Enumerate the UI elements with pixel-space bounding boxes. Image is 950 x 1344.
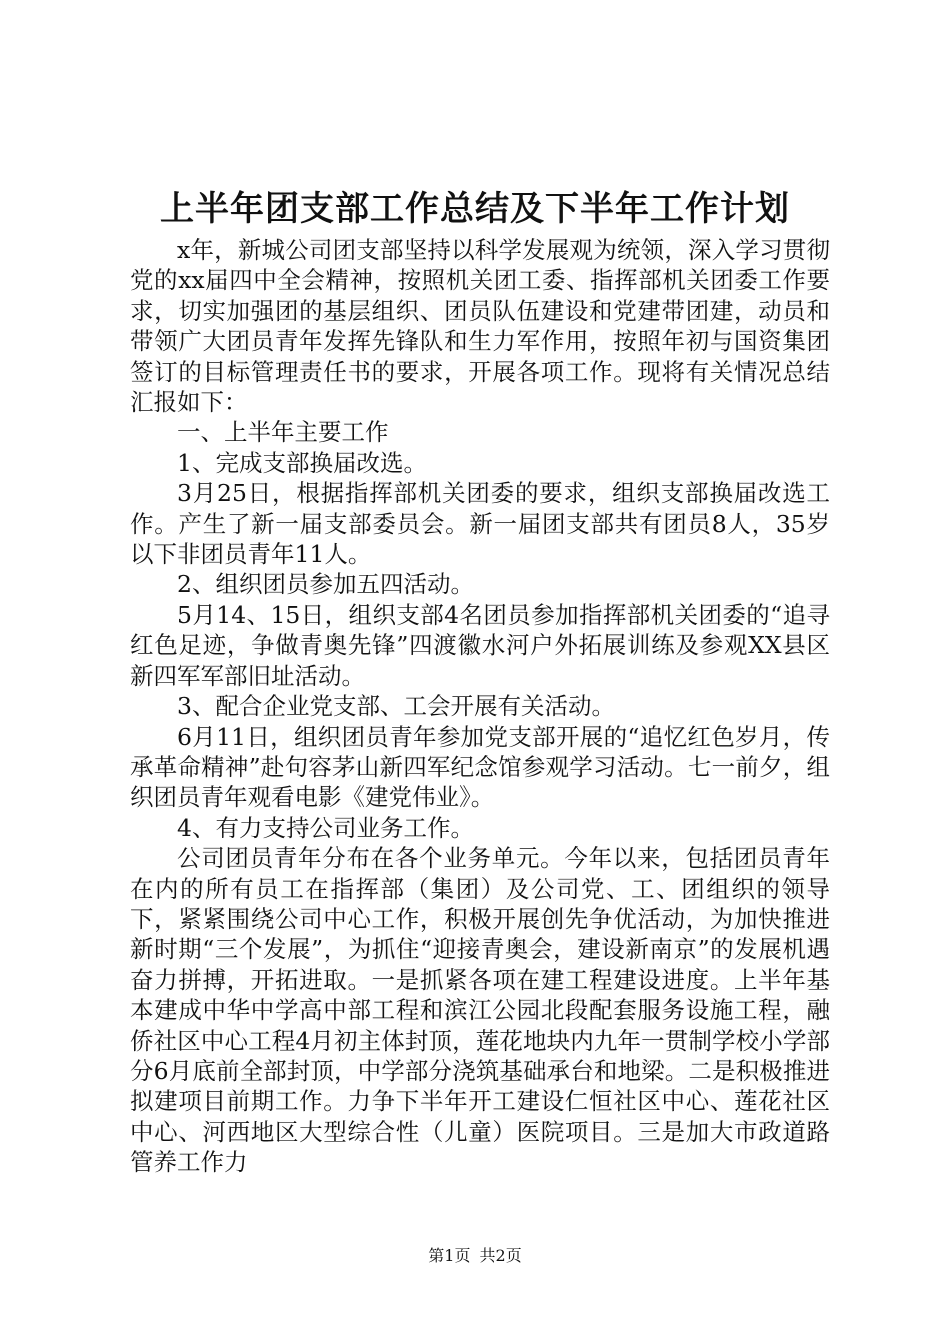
section-heading: 一、上半年主要工作	[177, 418, 389, 447]
paragraph-3: 6月11日，组织团员青年参加党支部开展的“追忆红色岁月，传承革命精神”赴句容茅山新四军纪念馆参观学习活动。七一前夕，组织团员青年观看电影《建党伟业》。	[130, 722, 830, 812]
page-footer	[0, 1244, 950, 1268]
subheading-1: 1、完成支部换届改选。	[177, 448, 427, 477]
paragraph-2: 5月14、15日，组织支部4名团员参加指挥部机关团委的“追寻红色足迹，争做青奥先锋”四渡徽水河户外拓展训练及参观XX县区新四军军部旧址活动。	[130, 600, 830, 690]
page-total: 共2页	[479, 1246, 522, 1265]
subheading-3: 3、配合企业党支部、工会开展有关活动。	[177, 692, 615, 721]
document-title: 上半年团支部工作总结及下半年工作计划	[160, 189, 790, 229]
subheading-2: 2、组织团员参加五四活动。	[177, 570, 474, 599]
paragraph-4: 公司团员青年分布在各个业务单元。今年以来，包括团员青年在内的所有员工在指挥部（集团）及公司党、工、团组织的领导下，紧紧围绕公司中心工作，积极开展创先争优活动，为加快推进新时期“三个发展”，为抓住“迎接青奥会，建设新南京”的发展机遇奋力拼搏，开拓进取。一是抓紧各项在建工程建设进度。上半年基本建成中华中学高中部工程和滨江公园北段配套服务设施工程，融侨社区中心工程4月初主体封顶，莲花地块内九年一贯制学校小学部分6月底前全部封顶，中学部分浇筑基础承台和地梁。二是积极推进拟建项目前期工作。力争下半年开工建设仁恒社区中心、莲花社区中心、河西地区大型综合性（儿童）医院项目。三是加大市政道路管养工作力	[130, 844, 830, 1177]
page-number: 第1页	[428, 1246, 471, 1265]
document-body	[130, 235, 830, 1178]
paragraph-intro: x年，新城公司团支部坚持以科学发展观为统领，深入学习贯彻党的xx届四中全会精神，按照机关团工委、指挥部机关团委工作要求，切实加强团的基层组织、团员队伍建设和党建带团建，动员和带领广大团员青年发挥先锋队和生力军作用，按照年初与国资集团签订的目标管理责任书的要求，开展各项工作。现将有关情况总结汇报如下：	[130, 236, 830, 417]
paragraph-1: 3月25日，根据指挥部机关团委的要求，组织支部换届改选工作。产生了新一届支部委员会。新一届团支部共有团员8人，35岁以下非团员青年11人。	[130, 479, 830, 569]
subheading-4: 4、有力支持公司业务工作。	[177, 813, 474, 842]
